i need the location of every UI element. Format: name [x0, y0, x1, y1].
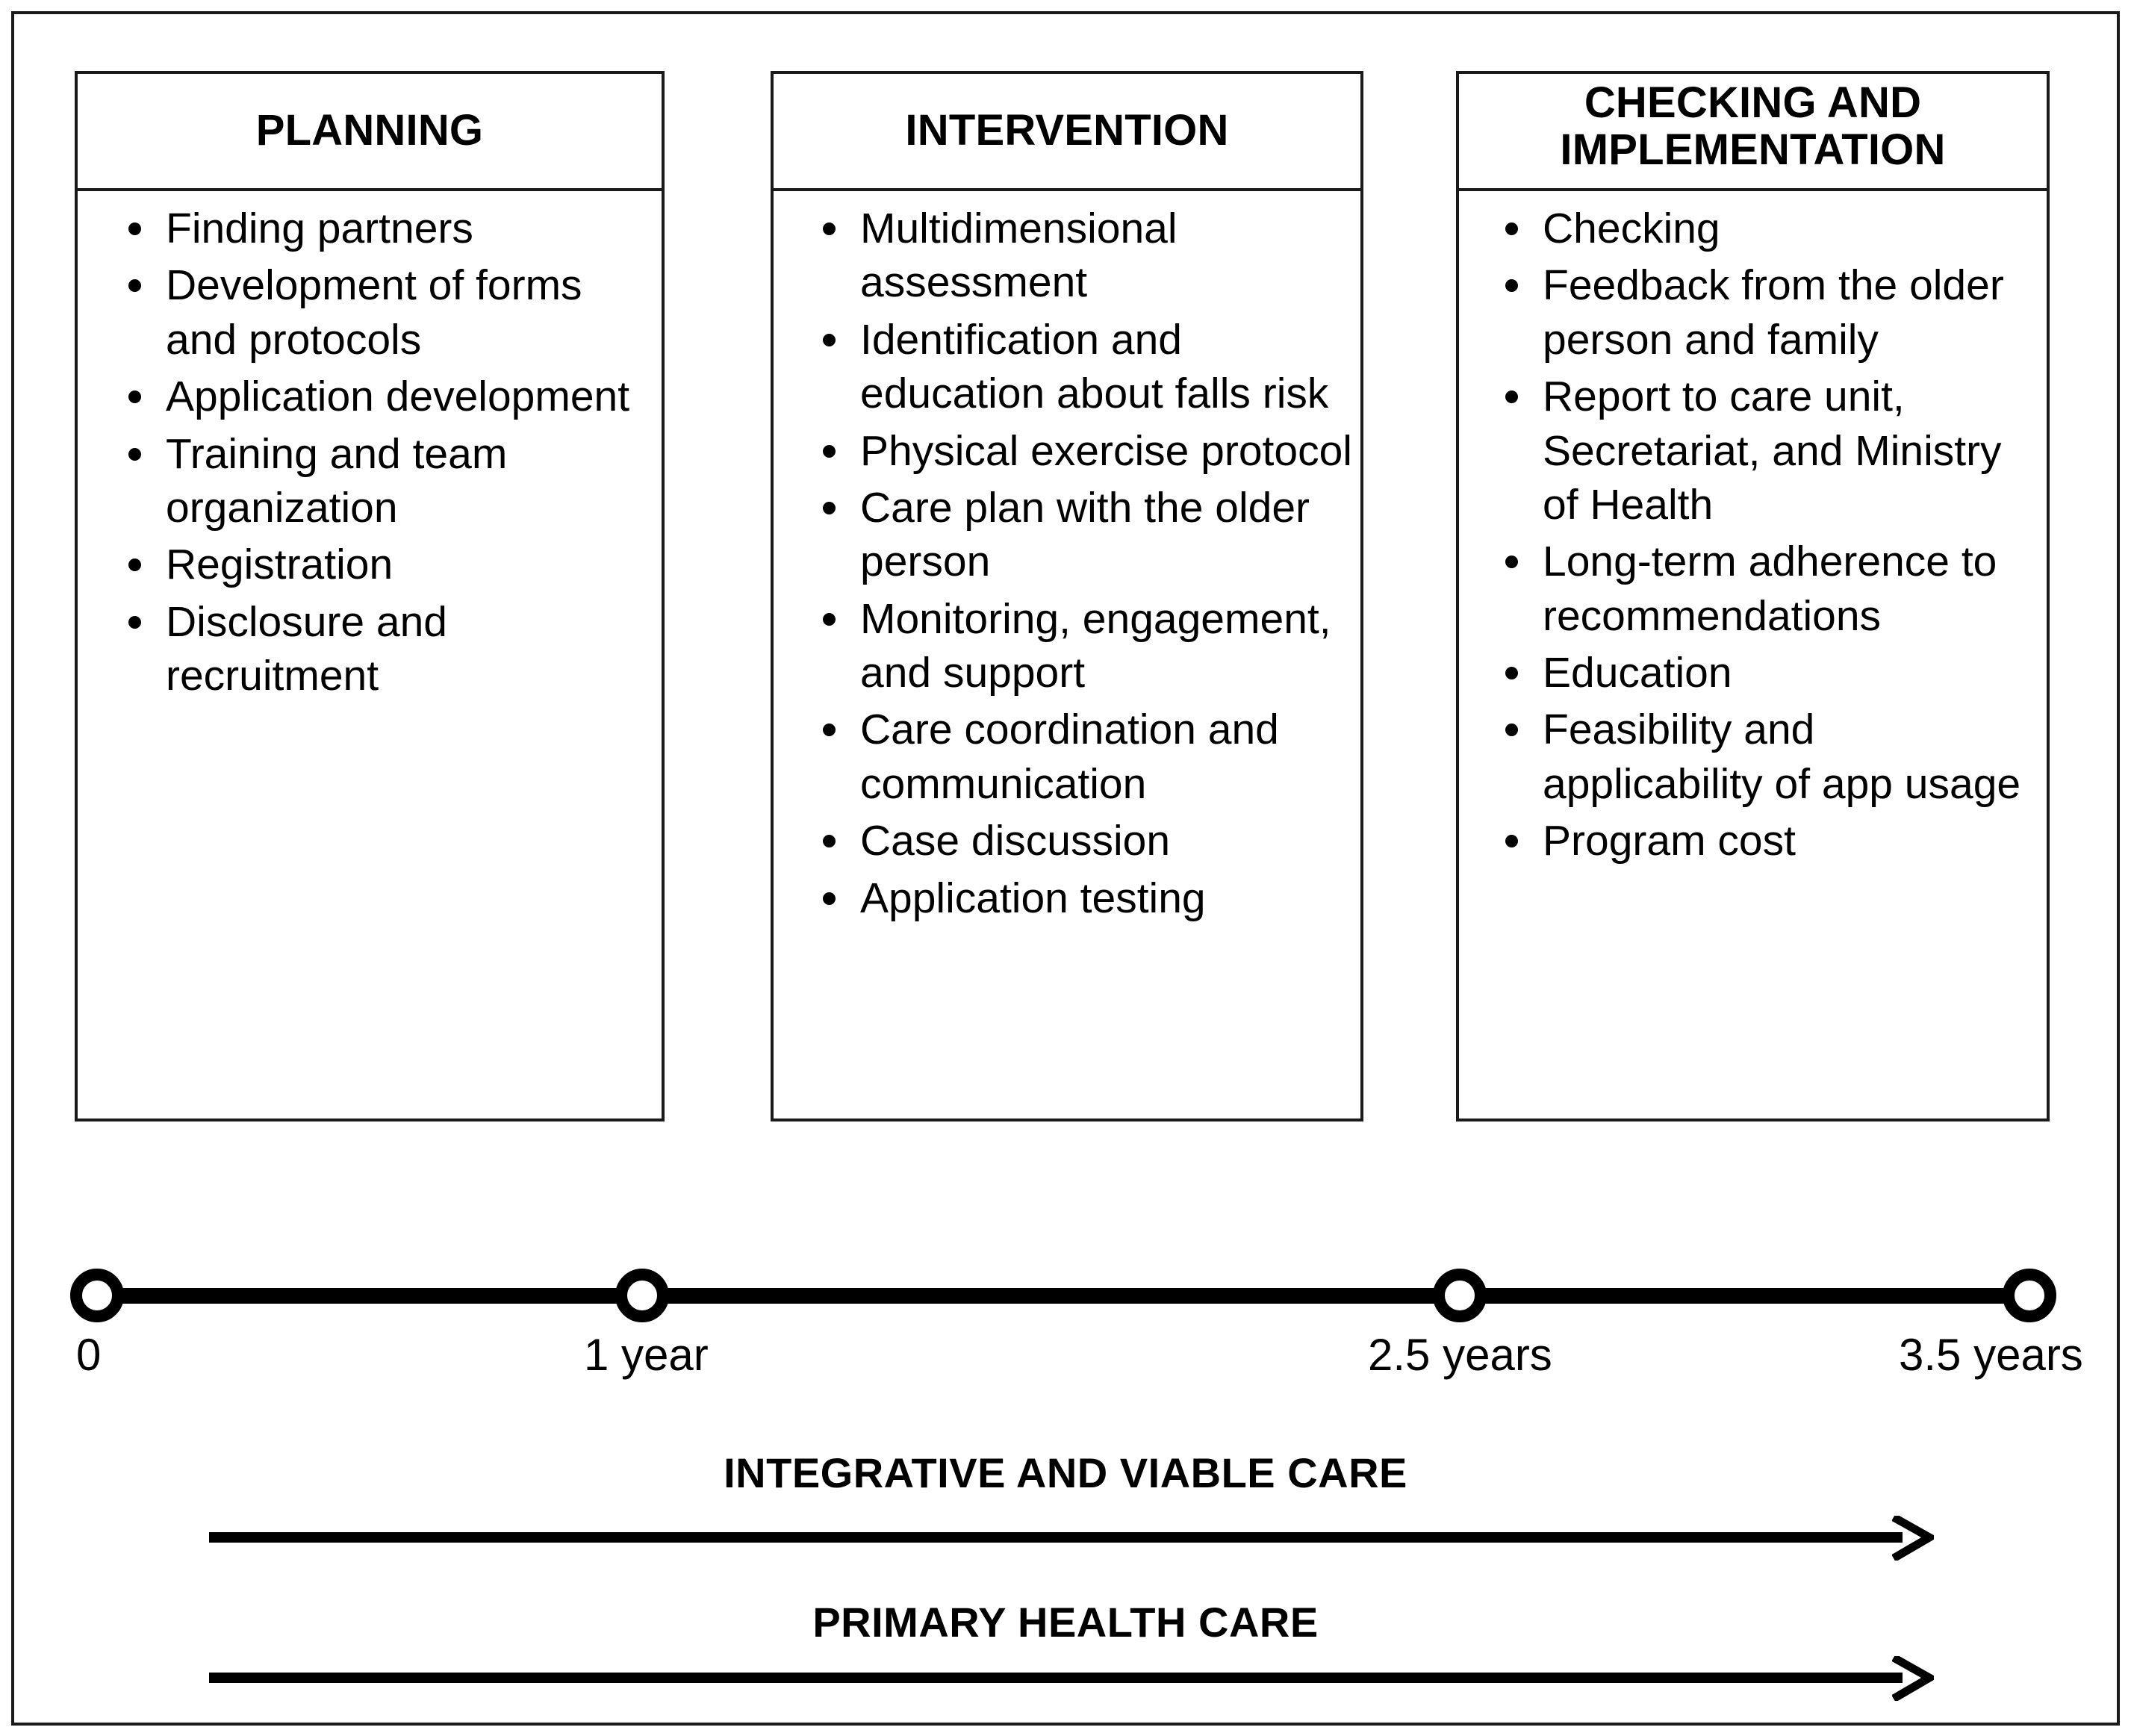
care-band-label-primary-health-care: PRIMARY HEALTH CARE [812, 1599, 1319, 1646]
bullet-dot-icon [1505, 835, 1518, 847]
phase-item-list-intervention [774, 202, 1353, 925]
timeline-tick-label-0: 0 [76, 1330, 102, 1380]
list-item-label: Education [1543, 649, 1732, 697]
timeline-tick-label-3-5-years: 3.5 years [1899, 1330, 2083, 1380]
list-item [1459, 202, 2039, 255]
phase-header-label: PLANNING [255, 106, 484, 155]
list-item [78, 427, 654, 535]
arrow-shaft [209, 1532, 1903, 1543]
list-item [78, 202, 654, 255]
timeline-tick-label-2-5-years: 2.5 years [1368, 1330, 1552, 1380]
bullet-dot-icon [128, 616, 141, 629]
list-item [774, 814, 1353, 868]
bullet-dot-icon [823, 223, 836, 235]
care-band-label-integrative-and-viable-care: INTEGRATIVE AND VIABLE CARE [724, 1449, 1407, 1496]
care-band-arrow-integrative-and-viable-care [209, 1516, 1934, 1561]
list-item [774, 592, 1353, 700]
list-item [774, 871, 1353, 925]
phase-header-intervention [771, 71, 1363, 191]
phase-column-checking-and-implementation [1456, 71, 2050, 1121]
bullet-dot-icon [1505, 556, 1518, 568]
list-item-label: Care plan with the older person [860, 483, 1310, 586]
bullet-dot-icon [823, 334, 836, 346]
list-item-label: Development of forms and protocols [166, 261, 582, 364]
phase-item-list-planning [78, 202, 654, 703]
timeline-tick-label-1-year: 1 year [584, 1330, 709, 1380]
list-item-label: Application testing [860, 874, 1206, 922]
list-item [1459, 258, 2039, 367]
bullet-dot-icon [1505, 667, 1518, 679]
bullet-dot-icon [128, 279, 141, 292]
list-item-label: Disclosure and recruitment [166, 597, 448, 700]
arrow-shaft [209, 1673, 1903, 1683]
list-item [1459, 703, 2039, 811]
phase-header-label: INTERVENTION [905, 106, 1229, 155]
list-item-label: Feasibility and applicability of app usage [1543, 706, 2021, 808]
list-item [774, 703, 1353, 811]
phase-body-intervention [771, 191, 1363, 1121]
list-item-label: Training and team organization [166, 429, 508, 532]
bullet-dot-icon [1505, 391, 1518, 403]
list-item-label: Case discussion [860, 817, 1171, 865]
list-item [774, 481, 1353, 589]
bullet-dot-icon [128, 223, 141, 235]
list-item [774, 202, 1353, 310]
list-item-label: Application development [166, 373, 630, 421]
list-item-label: Care coordination and communication [860, 706, 1279, 808]
bullet-dot-icon [128, 391, 141, 403]
list-item-label: Feedback from the older person and family [1543, 261, 2004, 364]
list-item-label: Report to care unit, Secretariat, and Ministry of Health [1543, 373, 2002, 529]
bullet-dot-icon [1505, 279, 1518, 292]
list-item [1459, 646, 2039, 700]
list-item [78, 595, 654, 703]
list-item-label: Checking [1543, 205, 1720, 252]
care-band-arrow-primary-health-care [209, 1656, 1934, 1701]
list-item [1459, 535, 2039, 643]
list-item [1459, 370, 2039, 532]
list-item [1459, 814, 2039, 868]
bullet-dot-icon [823, 502, 836, 514]
list-item [774, 313, 1353, 421]
list-item-label: Finding partners [166, 205, 473, 252]
list-item-label: Registration [166, 541, 393, 589]
phase-body-checking-and-implementation [1456, 191, 2050, 1121]
bullet-dot-icon [1505, 724, 1518, 736]
bullet-dot-icon [823, 835, 836, 847]
list-item-label: Multidimensional assessment [860, 205, 1178, 307]
list-item [78, 370, 654, 423]
phase-column-intervention [771, 71, 1363, 1121]
list-item-label: Physical exercise protocol [860, 426, 1352, 475]
phase-header-planning [75, 71, 665, 191]
list-item-label: Monitoring, engagement, and support [860, 594, 1331, 697]
phase-item-list-checking-and-implementation [1459, 202, 2039, 868]
arrow-head-icon [1892, 1656, 1934, 1701]
list-item-label: Program cost [1543, 817, 1796, 865]
bullet-dot-icon [823, 892, 836, 905]
list-item [774, 424, 1353, 478]
list-item [78, 538, 654, 591]
arrow-head-icon [1892, 1516, 1934, 1561]
phase-body-planning [75, 191, 665, 1121]
bullet-dot-icon [128, 559, 141, 571]
bullet-dot-icon [823, 613, 836, 626]
phase-header-checking-and-implementation [1456, 71, 2050, 191]
bullet-dot-icon [823, 724, 836, 736]
list-item-label: Identification and education about falls risk [860, 315, 1329, 418]
phase-header-label: CHECKING AND IMPLEMENTATION [1560, 78, 1946, 174]
list-item-label: Long-term adherence to recommendations [1543, 538, 1997, 640]
bullet-dot-icon [823, 445, 836, 458]
bullet-dot-icon [1505, 223, 1518, 235]
list-item [78, 258, 654, 367]
bullet-dot-icon [128, 448, 141, 461]
phase-column-planning [75, 71, 665, 1121]
